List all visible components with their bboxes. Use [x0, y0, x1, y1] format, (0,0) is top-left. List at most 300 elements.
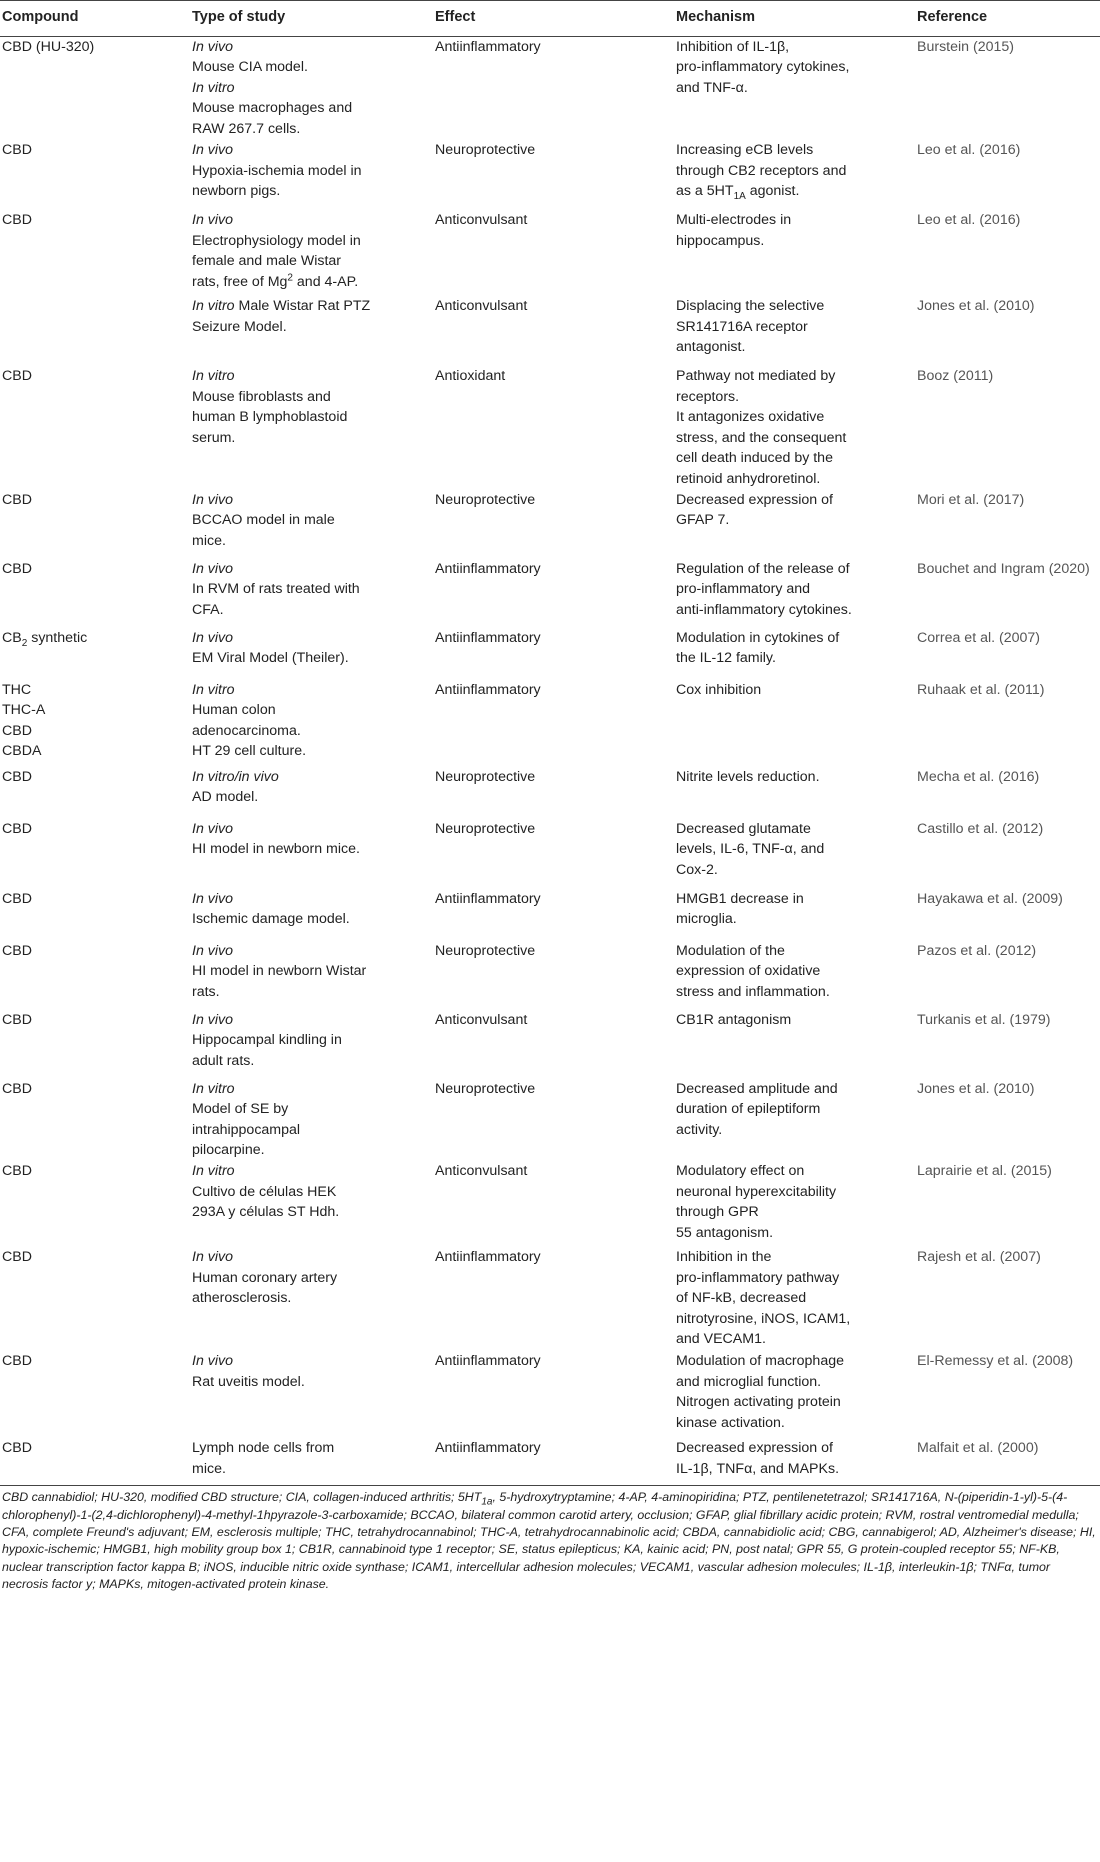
cell-type-of-study: [190, 1438, 433, 1486]
cell-effect: Neuroprotective: [435, 142, 536, 159]
study-type-label: In vivo: [192, 38, 234, 55]
cell-effect: Antiinflammatory: [435, 890, 541, 907]
study-description: Rat uveitis model.: [192, 1373, 305, 1390]
study-line: [192, 510, 429, 531]
study-type-label: In vivo: [192, 890, 234, 907]
cell-type-of-study: [190, 1161, 433, 1247]
study-line: [192, 819, 429, 840]
cell-effect: Antiinflammatory: [435, 629, 541, 646]
table-row: [0, 941, 1100, 1010]
study-line: [192, 1268, 429, 1289]
compound-name: CBD (HU-320): [2, 38, 95, 55]
study-line: [192, 767, 429, 788]
cell-type-of-study: [190, 140, 433, 210]
study-type-label: In vivo: [192, 820, 234, 837]
study-type-label: In vivo: [192, 491, 234, 508]
study-type-label: In vitro: [192, 79, 235, 96]
compound-name: THC-A: [2, 702, 46, 719]
study-description: HT 29 cell culture.: [192, 743, 307, 760]
mechanism-line: Displacing the selective: [676, 298, 825, 315]
mechanism-line: Pathway not mediated by: [676, 368, 836, 385]
study-description: Hippocampal kindling in: [192, 1032, 342, 1049]
mechanism-line: Inhibition in the: [676, 1249, 772, 1266]
header-row: [0, 1, 1100, 37]
study-description: adenocarcinoma.: [192, 722, 301, 739]
compound-name: CBDA: [2, 743, 42, 760]
cell-effect: Neuroprotective: [435, 820, 536, 837]
mechanism-line: pro-inflammatory cytokines,: [676, 59, 850, 76]
study-type-label: In vitro: [192, 681, 235, 698]
study-line: [192, 1120, 429, 1141]
study-line: [192, 680, 429, 701]
study-line: [192, 490, 429, 511]
cell-mechanism: [674, 941, 915, 1010]
compound-name: $CB_2$ synthetic: [2, 629, 88, 649]
mechanism-line: microglia.: [676, 911, 737, 928]
study-line: [192, 700, 429, 721]
cell-effect: Neuroprotective: [435, 491, 536, 508]
study-line: [192, 909, 429, 930]
study-description: female and male Wistar: [192, 253, 342, 270]
cell-type-of-study: [190, 1010, 433, 1079]
cell-mechanism: [674, 767, 915, 819]
study-description: rats, free of Mg$^2$ and 4-AP.: [192, 272, 359, 290]
mechanism-line: retinoid anhydroretinol.: [676, 471, 821, 488]
mechanism-line: expression of oxidative: [676, 963, 821, 980]
mechanism-line: 55 antagonism.: [676, 1224, 774, 1241]
cell-type-of-study: [190, 628, 433, 680]
table-footnote: CBD cannabidiol; HU-320, modified CBD structure; CIA, collagen-induced arthritis; $5HT_{1a}$, 5-hydroxytryptamine; 4-AP, 4-aminopiridina; PTZ, pentilenetetrazol; SR141716A, N-(piperidin-1-yl)-5-(4-chlorophenyl)-1-(2,4-dichlorophenyl)-4-methyl-1hpyrazole-3-carboxamide; BCCAO, bilateral common carotid artery, occlusion; GFAP, glial fibrillary acidic protein; RVM, rostral ventromedial medulla; CFA, complete Freund's adjuvant; EM, esclerosis multiple; THC, tetrahydrocannabinol; THC-A, tetrahydrocannabinolic acid; CBDA, cannabidiolic acid; CBG, cannabigerol; AD, Alzheimer's disease; HI, hypoxic-ischemic; HMGB1, high mobility group box 1; CB1R, cannabinoid type 1 receptor; SE, status epilepticus; KA, kainic acid; PN, post natal; GPR 55, G protein-coupled receptor 55; NF-KB, nuclear transcription factor kappa B; iNOS, inducible nitric oxide synthase; ICAM1, intercellular adhesion molecules; VECAM1, vascular adhesion molecules; IL-1β, interleukin-1β; TNFα, tumor necrosis factor y; MAPKs, mitogen-activated protein kinase.: [2, 1490, 1096, 1592]
cell-type-of-study: [190, 1079, 433, 1161]
study-line: [192, 579, 429, 600]
mechanism-line: cell death induced by the: [676, 450, 833, 467]
table-row: [0, 819, 1100, 889]
study-type-label: In vitro: [192, 298, 235, 315]
cell-reference: Booz (2011): [917, 368, 994, 385]
study-description: newborn pigs.: [192, 183, 281, 200]
study-line: [192, 1288, 429, 1309]
cell-type-of-study: [190, 36, 433, 140]
cell-compound: [0, 1161, 190, 1247]
cell-type-of-study: [190, 210, 433, 296]
cell-compound: [0, 1010, 190, 1079]
table-row: [0, 36, 1100, 140]
study-line: [192, 1459, 429, 1480]
mechanism-line: Increasing eCB levels: [676, 142, 814, 159]
study-description: intrahippocampal: [192, 1121, 301, 1138]
study-type-label: In vitro/in vivo: [192, 768, 279, 785]
table-row: [0, 366, 1100, 490]
study-line: [192, 1202, 429, 1223]
mechanism-line: Cox-2.: [676, 861, 718, 878]
compound-name: THC: [2, 681, 32, 698]
cell-compound: [0, 680, 190, 767]
mechanism-line: as a $5HT_{1A}$ agonist.: [676, 183, 800, 203]
study-line: [192, 140, 429, 161]
study-description: pilocarpine.: [192, 1142, 265, 1159]
study-line: [192, 982, 429, 1003]
cell-compound: [0, 1079, 190, 1161]
mechanism-line: through GPR: [676, 1204, 759, 1221]
cell-reference: Leo et al. (2016): [917, 142, 1021, 159]
table-row: [0, 490, 1100, 559]
compound-name: CBD: [2, 722, 32, 739]
header-reference: Reference: [915, 1, 1100, 37]
cell-mechanism: [674, 296, 915, 366]
mechanism-line: nitrotyrosine, iNOS, ICAM1,: [676, 1310, 851, 1327]
mechanism-line: SR141716A receptor: [676, 318, 808, 335]
study-description: Ischemic damage model.: [192, 911, 350, 928]
mechanism-line: and TNF-α.: [676, 79, 748, 96]
cell-reference: Laprairie et al. (2015): [917, 1163, 1052, 1180]
study-line: [192, 317, 429, 338]
mechanism-line: neuronal hyperexcitability: [676, 1183, 837, 1200]
study-description: EM Viral Model (Theiler).: [192, 650, 349, 667]
mechanism-line: Nitrite levels reduction.: [676, 768, 820, 785]
study-description: Electrophysiology model in: [192, 232, 361, 249]
cell-compound: [0, 366, 190, 490]
study-type-label: In vivo: [192, 942, 234, 959]
compound-name: CBD: [2, 560, 32, 577]
study-type-label: In vivo: [192, 560, 234, 577]
mechanism-line: levels, IL-6, TNF-α, and: [676, 841, 825, 858]
study-line: [192, 1099, 429, 1120]
study-description: In RVM of rats treated with: [192, 581, 360, 598]
table-row: [0, 1161, 1100, 1247]
table-row: [0, 628, 1100, 680]
table-row: [0, 1247, 1100, 1351]
mechanism-line: Decreased expression of: [676, 491, 833, 508]
cell-reference: Castillo et al. (2012): [917, 820, 1044, 837]
mechanism-line: receptors.: [676, 388, 740, 405]
study-description: 293A y células ST Hdh.: [192, 1204, 340, 1221]
mechanism-line: the IL-12 family.: [676, 650, 776, 667]
mechanism-line: activity.: [676, 1121, 723, 1138]
mechanism-line: pro-inflammatory pathway: [676, 1269, 840, 1286]
mechanism-line: Regulation of the release of: [676, 560, 850, 577]
cell-type-of-study: [190, 819, 433, 889]
cell-effect: Antioxidant: [435, 368, 506, 385]
cell-effect: Antiinflammatory: [433, 1438, 674, 1486]
study-line: [192, 387, 429, 408]
study-line: [192, 296, 429, 317]
cell-reference: El-Remessy et al. (2008): [917, 1353, 1074, 1370]
cell-compound: [0, 628, 190, 680]
compound-name: CBD: [2, 491, 32, 508]
study-description: human B lymphoblastoid: [192, 409, 348, 426]
cell-mechanism: [674, 140, 915, 210]
study-type-label: In vitro: [192, 368, 235, 385]
study-type-label: In vivo: [192, 212, 234, 229]
study-line: [192, 1438, 429, 1459]
mechanism-line: Decreased amplitude and: [676, 1080, 838, 1097]
cell-effect: Antiinflammatory: [435, 681, 541, 698]
study-line: [192, 57, 429, 78]
mechanism-line: duration of epileptiform: [676, 1101, 821, 1118]
study-description: rats.: [192, 983, 220, 1000]
study-line: [192, 1182, 429, 1203]
cell-reference: Leo et al. (2016): [917, 212, 1021, 229]
compound-name: CBD: [2, 1080, 32, 1097]
cell-reference: Jones et al. (2010): [917, 298, 1035, 315]
cell-mechanism: [674, 490, 915, 559]
cell-effect: Antiinflammatory: [435, 560, 541, 577]
mechanism-line: Cox inhibition: [676, 681, 762, 698]
mechanism-line: Decreased expression of: [676, 1440, 833, 1457]
study-description: Mouse CIA model.: [192, 59, 308, 76]
cell-mechanism: [674, 210, 915, 296]
study-line: [192, 1247, 429, 1268]
table-row: [0, 767, 1100, 819]
cell-type-of-study: [190, 1247, 433, 1351]
mechanism-line: stress and inflammation.: [676, 983, 830, 1000]
study-description: Cultivo de células HEK: [192, 1183, 337, 1200]
cell-reference: Burstein (2015): [917, 38, 1014, 55]
study-description: Lymph node cells from: [192, 1440, 335, 1457]
mechanism-line: Inhibition of IL-1β,: [676, 38, 790, 55]
cell-mechanism: [674, 36, 915, 140]
study-line: [192, 210, 429, 231]
study-line: [192, 721, 429, 742]
study-description: Hypoxia-ischemia model in: [192, 162, 362, 179]
study-description: mice.: [192, 532, 226, 549]
study-type-label: In vivo: [192, 1353, 234, 1370]
cell-mechanism: [674, 366, 915, 490]
study-line: [192, 119, 429, 140]
study-line: [192, 1010, 429, 1031]
cell-compound: [0, 140, 190, 210]
table-body: [0, 36, 1100, 1486]
mechanism-line: pro-inflammatory and: [676, 581, 811, 598]
cell-effect: Anticonvulsant: [435, 298, 528, 315]
cell-reference: Ruhaak et al. (2011): [917, 681, 1045, 698]
compound-name: CBD: [2, 820, 32, 837]
study-description: Seizure Model.: [192, 318, 287, 335]
compound-name: CBD: [2, 890, 32, 907]
compound-name: CBD: [2, 1249, 32, 1266]
study-line: [192, 98, 429, 119]
study-line: [192, 648, 429, 669]
study-description: HI model in newborn mice.: [192, 841, 360, 858]
study-line: [192, 839, 429, 860]
cell-mechanism: [674, 1079, 915, 1161]
cell-mechanism: [674, 889, 915, 941]
table-row: [0, 296, 1100, 366]
mechanism-line: anti-inflammatory cytokines.: [676, 601, 852, 618]
mechanism-line: IL-1β, TNFα, and MAPKs.: [676, 1460, 840, 1477]
cell-compound: [0, 210, 190, 296]
cell-compound: [0, 36, 190, 140]
table-row: [0, 680, 1100, 767]
study-line: [192, 181, 429, 202]
cell-type-of-study: [190, 680, 433, 767]
cell-type-of-study: [190, 889, 433, 941]
cell-reference: Pazos et al. (2012): [917, 942, 1037, 959]
study-type-label: In vivo: [192, 142, 234, 159]
compound-name: CBD: [2, 368, 32, 385]
mechanism-line: kinase activation.: [676, 1414, 785, 1431]
cell-compound: [0, 1438, 190, 1486]
mechanism-line: antagonist.: [676, 339, 746, 356]
cell-mechanism: [674, 819, 915, 889]
cell-compound: [0, 767, 190, 819]
study-line: [192, 1030, 429, 1051]
table-row: [0, 210, 1100, 296]
compound-name: CBD: [2, 1163, 32, 1180]
study-description: Mouse macrophages and: [192, 100, 353, 117]
compound-name: CBD: [2, 1011, 32, 1028]
study-line: [192, 1051, 429, 1072]
study-type-label: In vitro: [192, 1080, 235, 1097]
study-line: [192, 628, 429, 649]
table-row: [0, 140, 1100, 210]
study-line: [192, 961, 429, 982]
cell-compound: [0, 559, 190, 628]
study-description: adult rats.: [192, 1052, 255, 1069]
study-description: mice.: [192, 1460, 226, 1477]
cell-mechanism: [674, 1247, 915, 1351]
cell-reference: Hayakawa et al. (2009): [917, 890, 1063, 907]
study-description: CFA.: [192, 601, 224, 618]
header-type-of-study: Type of study: [190, 1, 433, 37]
cell-mechanism: [674, 1351, 915, 1438]
cell-reference: Malfait et al. (2000): [915, 1438, 1100, 1486]
study-type-label: In vivo: [192, 1011, 234, 1028]
cell-type-of-study: [190, 941, 433, 1010]
study-description: AD model.: [192, 789, 259, 806]
cell-effect: Anticonvulsant: [435, 1011, 528, 1028]
mechanism-line: GFAP 7.: [676, 512, 730, 529]
cell-compound: [0, 490, 190, 559]
mechanism-line: Modulation of the: [676, 942, 785, 959]
cell-effect: Antiinflammatory: [435, 38, 541, 55]
study-description: HI model in newborn Wistar: [192, 963, 367, 980]
table-row: [0, 559, 1100, 628]
study-description: Human colon: [192, 702, 276, 719]
cell-type-of-study: [190, 490, 433, 559]
cell-type-of-study: [190, 1351, 433, 1438]
cell-mechanism: [674, 1010, 915, 1079]
study-description: Model of SE by: [192, 1101, 289, 1118]
study-line: [192, 78, 429, 99]
study-line: [192, 559, 429, 580]
mechanism-line: stress, and the consequent: [676, 429, 847, 446]
cell-reference: Bouchet and Ingram (2020): [917, 560, 1090, 577]
cell-effect: Neuroprotective: [435, 942, 536, 959]
header-mechanism: Mechanism: [674, 1, 915, 37]
table-row: [0, 889, 1100, 941]
mechanism-line: Modulation of macrophage: [676, 1353, 844, 1370]
cell-type-of-study: [190, 767, 433, 819]
study-line: [192, 941, 429, 962]
compound-name: CBD: [2, 768, 32, 785]
study-line: [192, 272, 429, 293]
study-line: [192, 407, 429, 428]
study-description: RAW 267.7 cells.: [192, 120, 301, 137]
mechanism-line: Modulation in cytokines of: [676, 629, 840, 646]
study-line: [192, 366, 429, 387]
mechanism-line: CB1R antagonism: [676, 1011, 792, 1028]
mechanism-line: Nitrogen activating protein: [676, 1394, 841, 1411]
mechanism-line: of NF-kB, decreased: [676, 1290, 807, 1307]
mechanism-line: Decreased glutamate: [676, 820, 811, 837]
cell-reference: Jones et al. (2010): [917, 1080, 1035, 1097]
compound-name: CBD: [2, 942, 32, 959]
header-compound: Compound: [0, 1, 190, 37]
cell-effect: Neuroprotective: [435, 1080, 536, 1097]
study-description: BCCAO model in male: [192, 512, 335, 529]
cell-compound: [0, 819, 190, 889]
cell-effect: Anticonvulsant: [435, 1163, 528, 1180]
cell-compound: [0, 296, 190, 366]
cell-effect: Antiinflammatory: [435, 1249, 541, 1266]
study-line: [192, 37, 429, 58]
header-effect: Effect: [433, 1, 674, 37]
cell-mechanism: [674, 559, 915, 628]
cell-compound: [0, 941, 190, 1010]
cell-type-of-study: [190, 559, 433, 628]
study-line: [192, 1161, 429, 1182]
cell-reference: Correa et al. (2007): [917, 629, 1041, 646]
study-description: Human coronary artery: [192, 1269, 338, 1286]
study-line: [192, 231, 429, 252]
study-line: [192, 1140, 429, 1161]
cell-compound: [0, 889, 190, 941]
study-line: [192, 889, 429, 910]
study-line: [192, 600, 429, 621]
cell-effect: Anticonvulsant: [435, 212, 528, 229]
cell-reference: Turkanis et al. (1979): [917, 1011, 1051, 1028]
study-line: [192, 1079, 429, 1100]
cell-mechanism: [674, 628, 915, 680]
compound-name: CBD: [2, 212, 32, 229]
mechanism-line: Modulatory effect on: [676, 1163, 805, 1180]
study-line: [192, 161, 429, 182]
study-line: [192, 428, 429, 449]
study-description: serum.: [192, 429, 236, 446]
cell-type-of-study: [190, 296, 433, 366]
study-description: Male Wistar Rat PTZ: [234, 298, 371, 315]
mechanism-line: HMGB1 decrease in: [676, 890, 804, 907]
study-line: [192, 1351, 429, 1372]
mechanism-line: hippocampus.: [676, 232, 765, 249]
cell-compound: [0, 1351, 190, 1438]
cell-type-of-study: [190, 366, 433, 490]
cell-effect: Antiinflammatory: [435, 1353, 541, 1370]
mechanism-line: It antagonizes oxidative: [676, 409, 825, 426]
cell-mechanism: [674, 1438, 915, 1486]
mechanism-line: Multi-electrodes in: [676, 212, 792, 229]
cell-compound: [0, 1247, 190, 1351]
mechanism-line: and VECAM1.: [676, 1331, 766, 1348]
study-line: [192, 741, 429, 762]
compound-name: CBD: [2, 142, 32, 159]
cell-mechanism: [674, 1161, 915, 1247]
cell-reference: Rajesh et al. (2007): [917, 1249, 1041, 1266]
study-line: [192, 787, 429, 808]
study-type-label: In vitro: [192, 1163, 235, 1180]
study-line: [192, 251, 429, 272]
mechanism-line: and microglial function.: [676, 1373, 822, 1390]
cell-reference: Mori et al. (2017): [917, 491, 1025, 508]
table-row: [0, 1351, 1100, 1438]
table-row: [0, 1010, 1100, 1079]
cell-effect: Neuroprotective: [435, 768, 536, 785]
table-row: [0, 1438, 1100, 1486]
study-line: [192, 531, 429, 552]
mechanism-line: through CB2 receptors and: [676, 162, 847, 179]
study-type-label: In vivo: [192, 629, 234, 646]
